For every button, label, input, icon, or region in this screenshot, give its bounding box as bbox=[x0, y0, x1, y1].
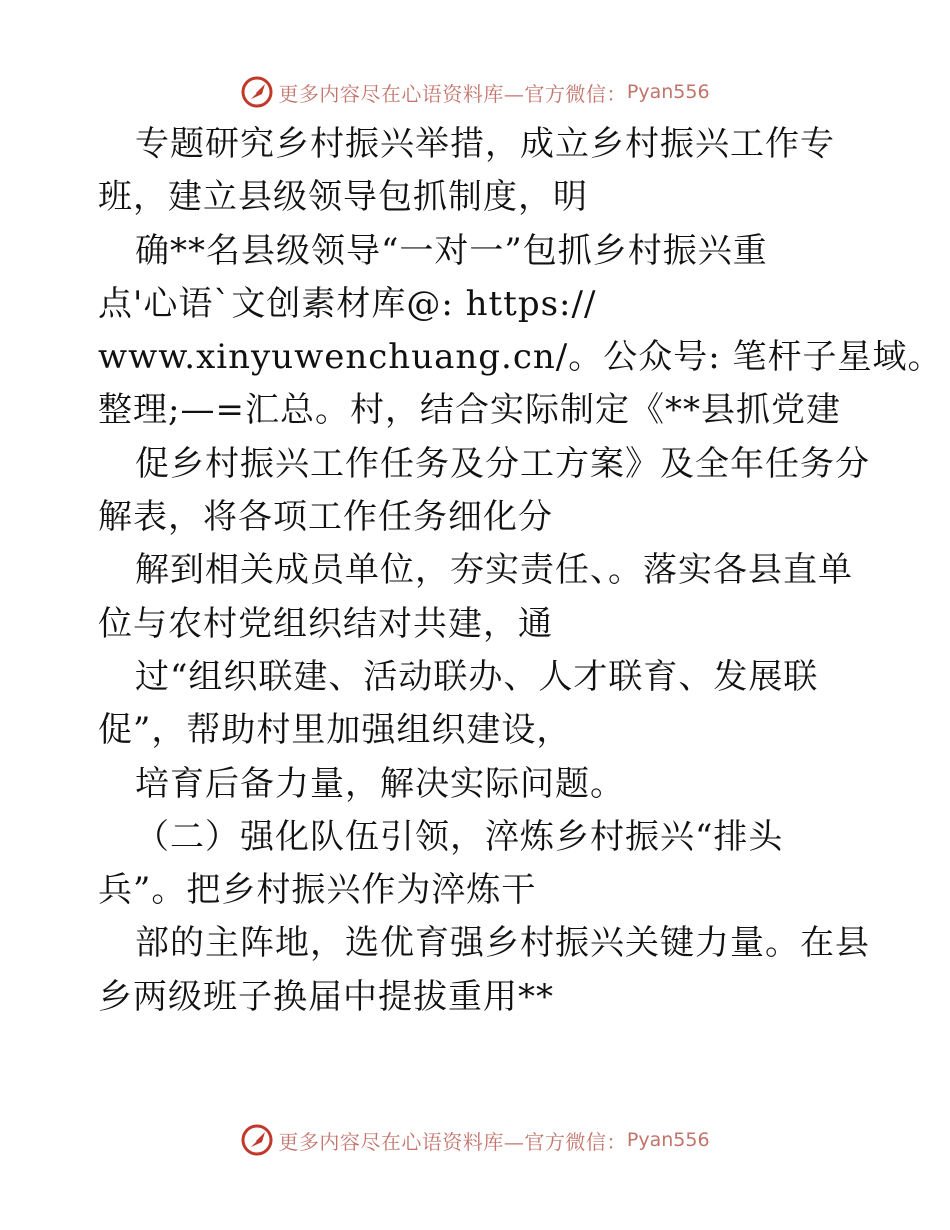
text-line: 整理;—=汇总。村，结合实际制定《**县抓党建 bbox=[98, 390, 841, 431]
quill-logo-icon bbox=[240, 75, 274, 109]
text-line: 位与农村党组织结对共建，通 bbox=[98, 603, 553, 644]
document-body bbox=[98, 118, 943, 1024]
text-line: 班，建立县级领导包抓制度，明 bbox=[98, 177, 588, 218]
text-line: 部的主阵地，选优育强乡村振兴关键力量。在县 bbox=[135, 923, 870, 964]
footer-watermark bbox=[0, 1120, 950, 1160]
text-line: www.xinyuwenchuang.cn/。公众号: 笔杆子星域。 bbox=[98, 337, 943, 378]
text-line: 培育后备力量，解决实际问题。 bbox=[135, 763, 625, 804]
text-line: 专题研究乡村振兴举措，成立乡村振兴工作专 bbox=[135, 124, 835, 164]
text-line: 确**名县级领导“一对一”包抓乡村振兴重 bbox=[135, 230, 768, 271]
text-line: （二）强化队伍引领，淬炼乡村振兴“排头 bbox=[135, 816, 784, 857]
watermark-text: 更多内容尽在心语资料库—官方微信： bbox=[278, 81, 627, 106]
text-line: 促”，帮助村里加强组织建设， bbox=[98, 710, 572, 751]
watermark-handle: Pyan556 bbox=[626, 81, 710, 103]
text-line: 解表，将各项工作任务细化分 bbox=[98, 497, 553, 538]
text-line: 促乡村振兴工作任务及分工方案》及全年任务分 bbox=[135, 443, 870, 484]
text-line: 解到相关成员单位，夯实责任、。落实各县直单 bbox=[135, 550, 853, 591]
text-line: 点'心语`文创素材库@: https:// bbox=[98, 283, 597, 324]
watermark-handle: Pyan556 bbox=[626, 1129, 710, 1151]
text-line: 兵”。把乡村振兴作为淬炼干 bbox=[98, 870, 537, 911]
text-line: 乡两级班子换届中提拔重用** bbox=[98, 976, 554, 1017]
header-watermark bbox=[0, 72, 950, 112]
watermark-text: 更多内容尽在心语资料库—官方微信： bbox=[278, 1129, 627, 1154]
quill-logo-icon bbox=[240, 1123, 274, 1157]
text-line: 过“组织联建、活动联办、人才联育、发展联 bbox=[135, 656, 819, 697]
